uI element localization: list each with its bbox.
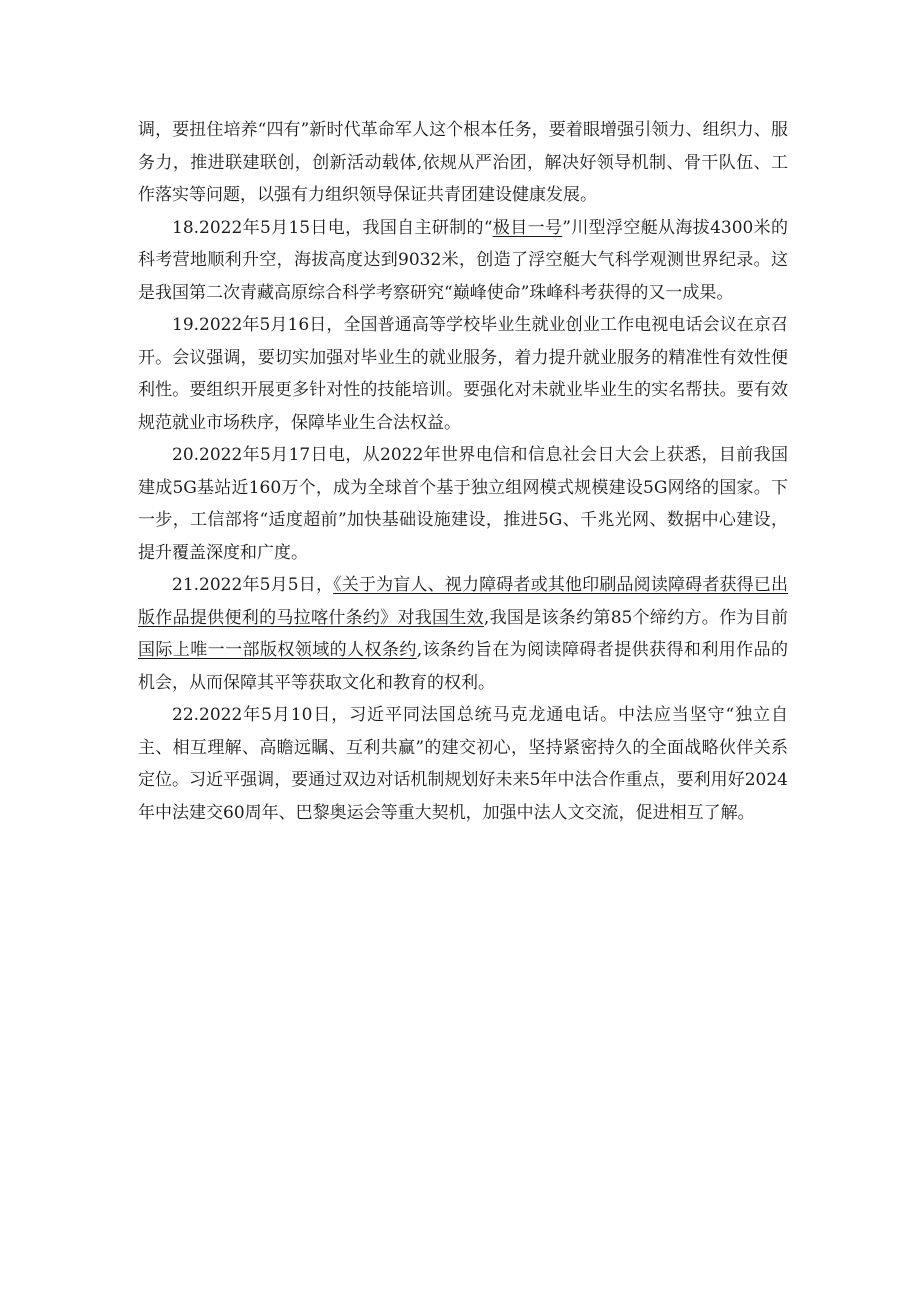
paragraph-18 xyxy=(138,212,788,310)
paragraph-19: 19.2022年5月16日，全国普通高等学校毕业生就业创业工作电视电话会议在京召开。会议强调，要切实加强对毕业生的就业服务，着力提升就业服务的精准性有效性便利性。要组织开展更多针对性的技能培训。要强化对未就业毕业生的实名帮扶。要有效规范就业市场秩序，保障毕业生合法权益。 xyxy=(138,315,788,433)
paragraph-21-text-end: ,该条约旨在为阅读障碍者提供获得和利用作品的机会，从而保障其平等获取文化和教育的权利。 xyxy=(138,640,789,693)
paragraph-21-text-middle: ,我国是该条约第85个缔约方。作为目前 xyxy=(483,607,788,628)
paragraph-18-text-start: 18.2022年5月15日电，我国自主研制的“ xyxy=(172,217,493,238)
paragraph-21-text-start: 21.2022年5月5日， xyxy=(172,575,334,595)
paragraph-22: 22.2022年5月10日，习近平同法国总统马克龙通电话。中法应当坚守“独立自主、相互理解、高瞻远瞩、互利共赢”的建交初心，坚持紧密持久的全面战略伙伴关系定位。习近平强调，要通过双边对话机制规划好未来5年中法合作重点，要利用好2024年中法建交60周年、巴黎奥运会等重大契机，加强中法人文交流，促进相互了解。 xyxy=(138,705,788,823)
document-body xyxy=(138,114,788,829)
jimu-yihao-link[interactable]: 极目一号 xyxy=(492,217,563,238)
paragraph-17-continued: 调，要扭住培养“四有”新时代革命军人这个根本任务，要着眼增强引领力、组织力、服务力，推进联建联创，创新活动载体,依规从严治团，解决好领导机制、骨干队伍、工作落实等问题，以强有力组织领导保证共青团建设健康发展。 xyxy=(138,120,788,205)
marrakesh-treaty-link[interactable]: 《关于为盲人、视力障碍者或其他印刷品阅读障碍者获得已出版作品提供便利的马拉喀什条约》对我国生效 xyxy=(138,575,789,628)
human-rights-treaty-link[interactable]: 国际上唯一一部版权领域的人权条约 xyxy=(138,640,417,660)
paragraph-21 xyxy=(138,569,788,699)
paragraph-20: 20.2022年5月17日电，从2022年世界电信和信息社会日大会上获悉，目前我国建成5G基站近160万个，成为全球首个基于独立组网模式规模建设5G网络的国家。下一步，工信部将“适度超前”加快基础设施建设，推进5G、千兆光网、数据中心建设，提升覆盖深度和广度。 xyxy=(138,445,788,563)
paragraph-18-text-end: ”川型浮空艇从海拔4300米的科考营地顺利升空，海拔高度达到9032米，创造了浮空艇大气科学观测世界纪录。这是我国第二次青藏高原综合科学考察研究“巅峰使命”珠峰科考获得的又一成果。 xyxy=(138,217,789,303)
